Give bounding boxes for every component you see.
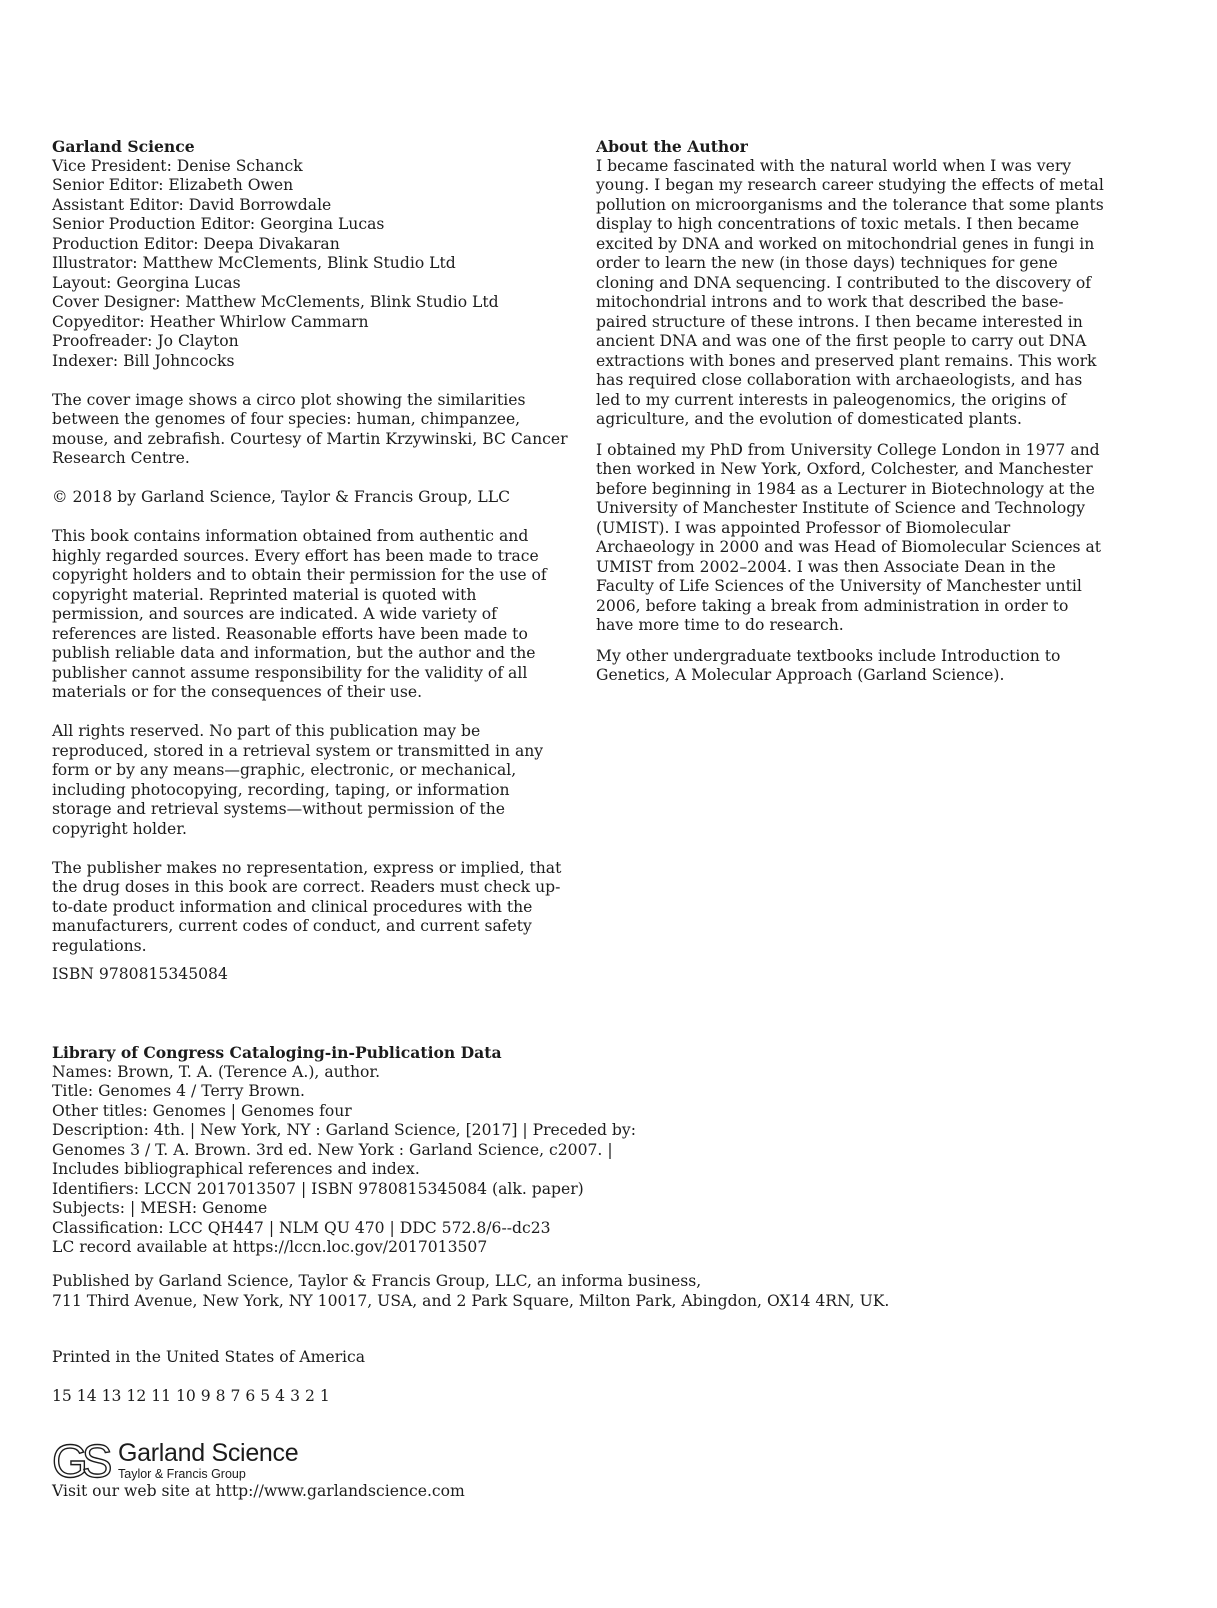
credit-line: Indexer: Bill Johncocks [52, 351, 235, 370]
website-line[interactable]: Visit our web site at http://www.garlandscience.com [52, 1482, 465, 1500]
right-column [596, 137, 1106, 686]
cataloging-line: LC record available at https://lccn.loc.gov/2017013507 [52, 1238, 488, 1256]
credit-line: Senior Production Editor: Georgina Lucas [52, 215, 385, 233]
print-number-line: 15 14 13 12 11 10 9 8 7 6 5 4 3 2 1 [52, 1387, 330, 1405]
credit-line: Illustrator: Matthew McClements, Blink Studio Ltd [52, 254, 456, 272]
about-author-heading: About the Author [596, 137, 748, 156]
logo-mark-text: GS [52, 1438, 107, 1482]
about-paragraph-2: I obtained my PhD from University College London in 1977 and then worked in New York, Oxford, Colchester, and Manchester before beginning in 1984 as a Lecturer in Biotechnology at the University of Manchester Institute of Science and Technology (UMIST). I was appointed Professor of Biomolecular Archaeology in 2000 and was Head of Biomolecular Sciences at UMIST from 2002–2004. I was then Associate Dean in the Faculty of Life Sciences of the University of Manchester until 2006, before taking a break from administration in order to have more time to do research. [596, 440, 1102, 634]
cataloging-line: Identifiers: LCCN 2017013507 | ISBN 9780815345084 (alk. paper) [52, 1179, 584, 1198]
credit-line: Vice President: Denise Schanck [52, 156, 303, 175]
cataloging-heading: Library of Congress Cataloging-in-Publication Data [52, 1043, 502, 1062]
credit-line: Senior Editor: Elizabeth Owen [52, 176, 294, 194]
credit-line: Production Editor: Deepa Divakaran [52, 234, 340, 253]
about-paragraph-3: My other undergraduate textbooks include Introduction to Genetics, A Molecular Approach (Garland Science). [596, 646, 1061, 684]
drug-dose-notice: The publisher makes no representation, express or implied, that the drug doses in this book are correct. Readers must check up-to-date product information and clinical procedures with the manufacturers, current codes of conduct, and current safety regulations. [52, 858, 562, 955]
cataloging-line: Names: Brown, T. A. (Terence A.), author. [52, 1062, 381, 1081]
rights-paragraph: All rights reserved. No part of this publication may be reproduced, stored in a retrieval system or transmitted in any form or by any means—graphic, electronic, or mechanical, including photocopying, recording, taping, or information storage and retrieval systems—without permission of the copyright holder. [52, 722, 544, 838]
gs-logo-mark-icon [52, 1438, 114, 1482]
publisher-address: 711 Third Avenue, New York, NY 10017, USA, and 2 Park Square, Milton Park, Abingdon, OX14 4RN, UK. [52, 1291, 890, 1310]
cataloging-line: Description: 4th. | New York, NY : Garland Science, [2017] | Preceded by: [52, 1121, 636, 1139]
left-column [52, 137, 572, 956]
garland-science-logo [52, 1438, 298, 1482]
credit-line: Proofreader: Jo Clayton [52, 332, 239, 350]
publisher-line: Published by Garland Science, Taylor & Francis Group, LLC, an informa business, [52, 1272, 702, 1290]
credit-line: Copyeditor: Heather Whirlow Cammarn [52, 312, 369, 331]
disclaimer-paragraph: This book contains information obtained from authentic and highly regarded sources. Every effort has been made to trace copyright holders and to obtain their permission for the use of copyright material. Reprinted material is quoted with permission, and sources are indicated. A wide variety of references are listed. Reasonable efforts have been made to publish reliable data and information, but the author and the publisher cannot assume responsibility for the validity of all materials or for the consequences of their use. [52, 527, 547, 701]
cataloging-line: Other titles: Genomes | Genomes four [52, 1101, 352, 1120]
copyright-notice: © 2018 by Garland Science, Taylor & Francis Group, LLC [52, 488, 511, 506]
cataloging-data [52, 1043, 752, 1258]
cataloging-line: Subjects: | MESH: Genome [52, 1199, 268, 1217]
logo-name: Garland Science [118, 1438, 299, 1467]
cataloging-line: Title: Genomes 4 / Terry Brown. [52, 1082, 306, 1100]
credit-line: Cover Designer: Matthew McClements, Blink Studio Ltd [52, 293, 499, 311]
cataloging-line: Includes bibliographical references and index. [52, 1160, 420, 1178]
credit-line: Assistant Editor: David Borrowdale [52, 195, 332, 214]
logo-subtitle: Taylor & Francis Group [118, 1466, 246, 1481]
isbn: ISBN 9780815345084 [52, 965, 228, 983]
credits-heading: Garland Science [52, 137, 195, 156]
cataloging-line: Classification: LCC QH447 | NLM QU 470 | DDC 572.8/6--dc23 [52, 1218, 551, 1237]
printed-in: Printed in the United States of America [52, 1348, 366, 1366]
about-paragraph-1: I became fascinated with the natural world when I was very young. I began my research career studying the effects of metal pollution on microorganisms and the tolerance that some plants display to high concentrations of toxic metals. I then became excited by DNA and worked on mitochondrial genes in fungi in order to learn the new (in those days) techniques for gene cloning and DNA sequencing. I contributed to the discovery of mitochondrial introns and to work that described the base-paired structure of these introns. I then became interested in ancient DNA and was one of the first people to carry out DNA extractions with bones and preserved plant remains. This work has required close collaboration with archaeologists, and has led to my current interests in paleogenomics, the origins of agriculture, and the evolution of domesticated plants. [596, 156, 1104, 428]
publisher-info [52, 1272, 1152, 1311]
cover-image-note: The cover image shows a circo plot showing the similarities between the genomes of four species: human, chimpanzee, mouse, and zebrafish. Courtesy of Martin Krzywinski, BC Cancer Research Centre. [52, 390, 568, 467]
credit-line: Layout: Georgina Lucas [52, 273, 241, 292]
cataloging-line: Genomes 3 / T. A. Brown. 3rd ed. New York : Garland Science, c2007. | [52, 1140, 613, 1159]
